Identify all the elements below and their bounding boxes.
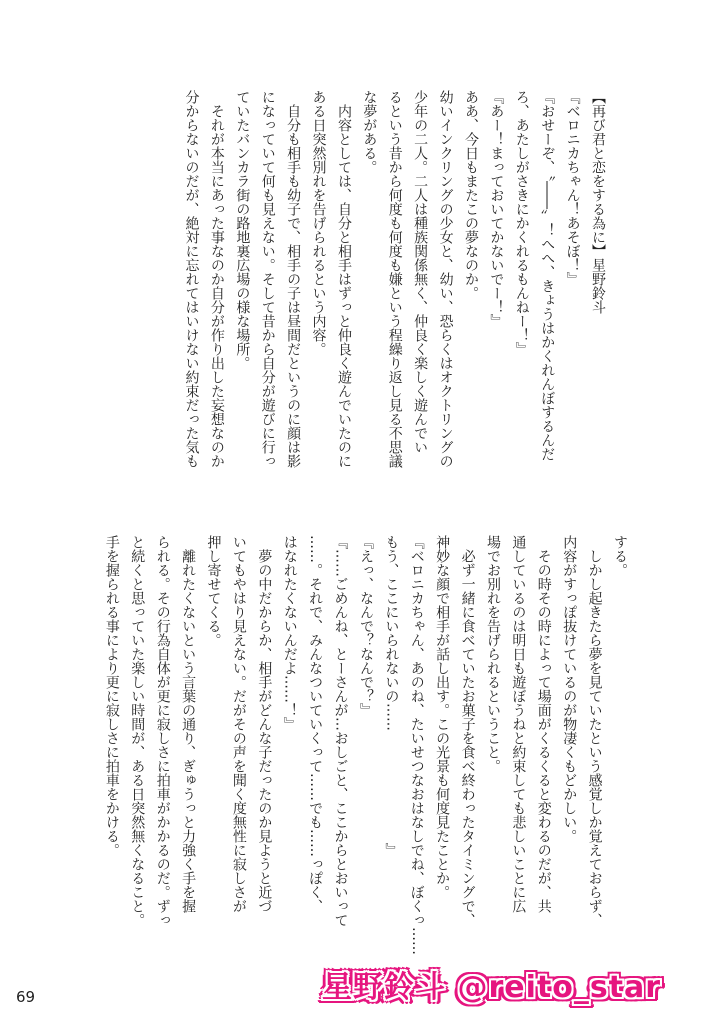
text-line: 『おせーぞ、〝――〟！へへ、きょうはかくれんぼするんだ <box>539 90 556 461</box>
text-line: 通しているのは明日も遊ぼうねと約束しても悲しいことに広 <box>510 535 527 913</box>
story-top-block <box>178 90 630 530</box>
text-line: 離れたくないという言葉の通り、ぎゅうっと力強く手を握 <box>180 535 197 913</box>
text-line: ある日突然別れを告げられるという内容。 <box>310 90 327 356</box>
text-line: 分からないのだが、絶対に忘れてはいけない約束だった気も <box>183 90 200 468</box>
text-line: られる。その行為自体が更に寂しさに拍車がかかるのだ。ずっ <box>154 535 171 927</box>
text-line: 『あー！まっておいてかないでー！』 <box>488 90 505 328</box>
text-line: 少年の二人。二人は種族関係無く、仲良く楽しく遊んでい <box>412 90 429 454</box>
text-line: それが本当にあった事なのか自分が作り出した妄想なのか <box>208 90 225 468</box>
text-line: 内容がすっぽ抜けているのが物凄くもどかしい。 <box>561 535 578 843</box>
text-line: する。 <box>612 535 628 577</box>
text-line: と続くと思っていた楽しい時間が、ある日突然無くなること。 <box>129 535 146 927</box>
text-line: はなれたくないんだよ……！』 <box>281 535 298 731</box>
text-line: ……。それで、みんなついていくって……でも……っぽく、 <box>307 535 324 913</box>
page-number: 69 <box>16 988 36 1006</box>
text-line: 夢の中だからか、相手がどんな子だったのか見ようと近づ <box>256 535 273 913</box>
text-line: もう、ここにいられないの…… 』 <box>383 535 400 857</box>
text-line: 『えっ、なんで？なんで？』 <box>357 535 374 717</box>
text-line: 『ベロニカちゃん、あのね、たいせつなおはなしでね、ぼくっ…… <box>408 535 425 955</box>
title-line <box>585 90 630 530</box>
text-line: 自分も相手も幼子で、相手の子は昼間だというのに顔は影 <box>285 90 302 468</box>
text-line: ていたバンカラ街の路地裏広場の様な場所。 <box>234 90 251 370</box>
text-line: 幼いインクリングの少女と、幼い、恐らくはオクトリングの <box>437 90 454 468</box>
text-line: 手を握られる事により更に寂しさに拍車をかける。 <box>103 535 120 857</box>
text-line: 神妙な顔で相手が話し出す。この光景も何度見たことか。 <box>434 535 451 899</box>
story-title: 【再び君と恋をする為に】 <box>590 90 606 258</box>
text-line: 『……ごめんね、とーさんが…おしごと、ここからとおいって <box>332 535 349 927</box>
text-line: になっていて何も見えない。そして昔から自分が遊びに行っ <box>259 90 276 468</box>
text-line: ああ、今日もまたこの夢なのか。 <box>462 90 479 300</box>
text-line: その時その時によって場面がくるくると変わるのだが、共 <box>535 535 552 913</box>
text-line: 内容としては、自分と相手はずっと仲良く遊んでいたのに <box>335 90 352 468</box>
text-line: しかし起きたら夢を見ていたという感覚しか覚えておらず、 <box>586 535 603 927</box>
author-name: 星野鈴斗 <box>590 258 606 314</box>
text-line: 押し寄せてくる。 <box>205 535 222 647</box>
text-line: ろ、あたしがさきにかくれるもんねー！』 <box>513 90 530 356</box>
text-line: るという昔から何度も何度も嫌という程繰り返し見る不思議 <box>386 90 403 468</box>
text-line: 『ベロニカちゃん！あそぼ！』 <box>564 90 581 286</box>
text-line: 場でお別れを告げられるということ。 <box>484 535 501 773</box>
text-line: 必ず一緒に食べていたお菓子を食べ終わったタイミングで、 <box>459 535 476 927</box>
text-line: いてもやはり見えない。だがその声を聞く度無性に寂しさが <box>230 535 247 913</box>
watermark-logo: 星野鈴斗 @reito_star <box>322 970 662 1005</box>
story-bottom-block <box>98 535 632 955</box>
text-line: な夢がある。 <box>361 90 378 174</box>
